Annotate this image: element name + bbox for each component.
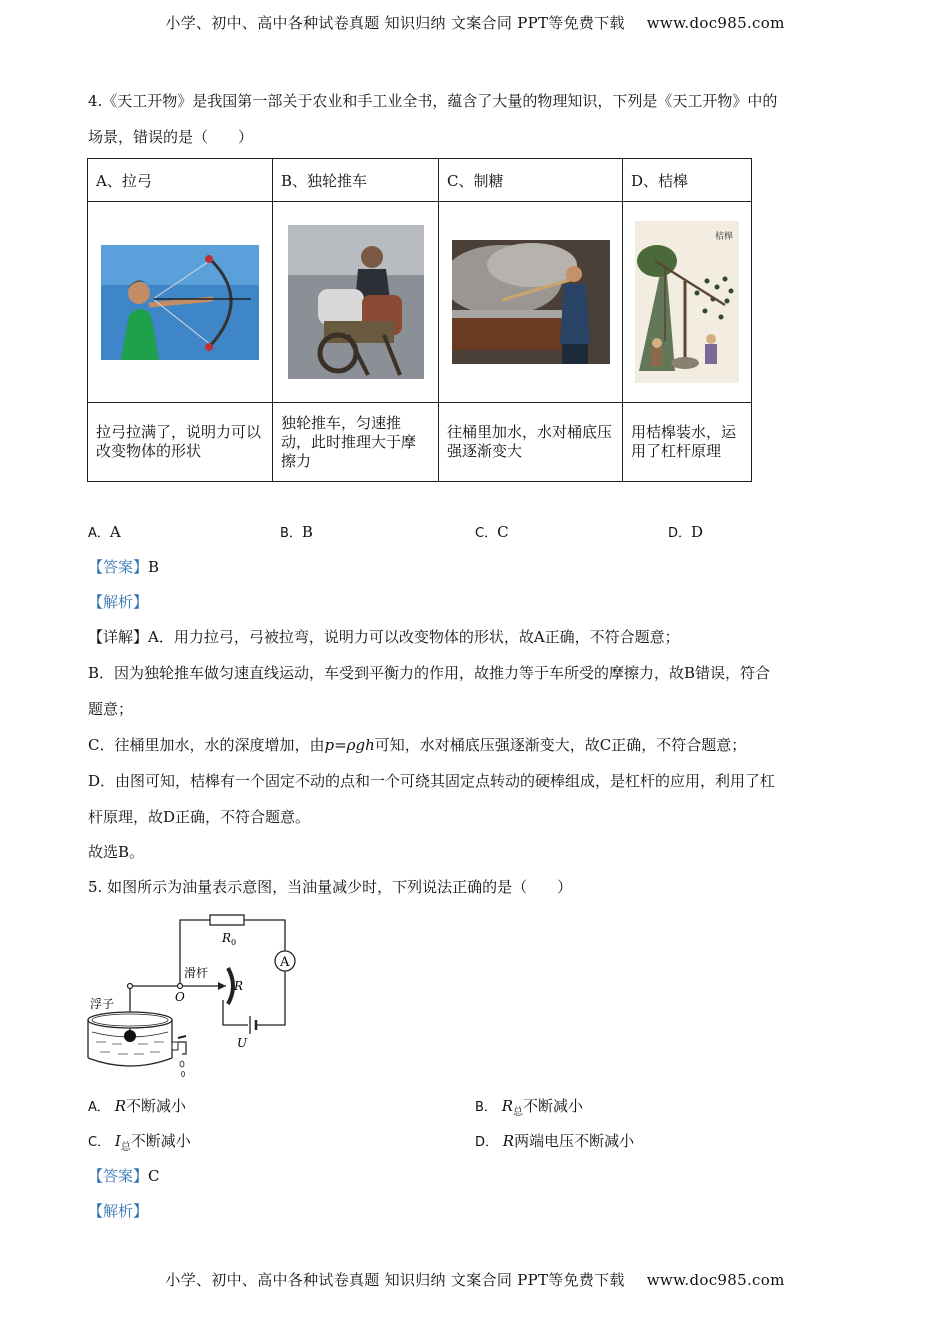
- q4-option-a-text: A: [109, 523, 121, 541]
- q4-desc-d: 用桔槔装水，运用了杠杆原理: [623, 403, 752, 482]
- q4-options-table: [87, 158, 752, 482]
- q5-option-b[interactable]: [475, 1095, 583, 1118]
- q4-option-b-text: B: [301, 523, 313, 541]
- q4-option-c-text: C: [497, 523, 509, 541]
- q4-conclusion: 故选B。: [88, 843, 145, 861]
- q5-option-b-var: R: [501, 1097, 513, 1115]
- q5-option-a-var: R: [114, 1097, 126, 1115]
- resistor-label: R: [234, 979, 244, 993]
- float-label: 浮子: [90, 997, 115, 1011]
- q4-option-b[interactable]: [280, 522, 313, 541]
- page-header: [0, 12, 950, 33]
- q4-detail-b2: 题意；: [88, 700, 134, 718]
- footer-title: 小学、初中、高中各种试卷真题 知识归纳 文案合同 PPT等免费下载: [165, 1271, 625, 1289]
- q4-header-d: D、桔槔: [623, 159, 752, 202]
- q5-answer: [88, 1165, 868, 1187]
- q5-option-c-text: 不断减小: [130, 1132, 191, 1150]
- well-sweep-caption: 桔槔: [715, 232, 734, 242]
- header-site-link[interactable]: www.doc985.com: [646, 14, 785, 32]
- q4-image-cell-c: [439, 202, 623, 403]
- q4-detail-a: [88, 626, 868, 648]
- q5-option-d[interactable]: [475, 1130, 634, 1151]
- q4-detail-d2: 杆原理，故D正确，不符合题意。: [88, 808, 311, 826]
- q5-stem: 5. 如图所示为油量表示意图，当油量减少时，下列说法正确的是（ ）: [88, 878, 573, 896]
- q4-answer: [88, 556, 868, 578]
- q5-option-c[interactable]: [88, 1130, 191, 1153]
- q5-option-b-text: 不断减小: [523, 1097, 584, 1115]
- r0-label: $R_0$: [222, 931, 237, 947]
- q5-analysis-tag: 【解析】: [88, 1202, 149, 1220]
- lever-label: 滑杆: [184, 966, 209, 980]
- float-ball: [124, 1030, 136, 1042]
- q4-detail-tag: 【详解】: [88, 628, 149, 646]
- q4-stem-line2: 场景，错误的是（ ）: [88, 128, 254, 146]
- sugar-making-photo: [452, 240, 610, 364]
- q4-option-c[interactable]: [475, 522, 509, 541]
- oil-tank: [88, 1012, 186, 1077]
- q4-option-d-text: D: [691, 523, 704, 541]
- r0-resistor: [210, 915, 244, 925]
- q4-desc-a: 拉弓拉满了，说明力可以改变物体的形状: [88, 403, 273, 482]
- q4-option-d[interactable]: [668, 522, 703, 541]
- footer-site-link[interactable]: www.doc985.com: [646, 1271, 785, 1289]
- q4-detail-c-post: 可知，水对桶底压强逐渐变大，故C正确，不符合题意；: [374, 736, 747, 754]
- q4-detail-b1: B．因为独轮推车做匀速直线运动，车受到平衡力的作用，故推力等于车所受的摩擦力，故B错误，符合: [88, 664, 771, 682]
- q5-option-a[interactable]: [88, 1095, 186, 1116]
- q4-header-c: C、制糖: [439, 159, 623, 202]
- q5-option-d-text: 两端电压不断减小: [514, 1132, 635, 1150]
- q4-option-b-letter: B．: [280, 526, 302, 541]
- q5-option-c-var: I: [114, 1132, 121, 1150]
- q5-option-b-letter: B．: [475, 1100, 497, 1115]
- q5-option-d-var: R: [502, 1132, 515, 1150]
- q4-detail-c-pre: C．往桶里加水，水的深度增加，由: [88, 736, 325, 754]
- q5-oil-gauge-diagram: [86, 908, 306, 1080]
- q5-option-b-sub: 总: [513, 1107, 523, 1118]
- q4-header-b: B、独轮推车: [273, 159, 439, 202]
- q5-option-a-text: 不断减小: [125, 1097, 186, 1115]
- q4-image-cell-a: [88, 202, 273, 403]
- q4-stem-line1: 4.《天工开物》是我国第一部关于农业和手工业全书，蕴含了大量的物理知识，下列是《天工开物》中的: [88, 92, 778, 110]
- q5-answer-value: C: [148, 1167, 160, 1185]
- q4-header-a: A、拉弓: [88, 159, 273, 202]
- q4-analysis-tag: 【解析】: [88, 593, 149, 611]
- header-title: 小学、初中、高中各种试卷真题 知识归纳 文案合同 PPT等免费下载: [165, 14, 625, 32]
- q5-option-a-letter: A．: [88, 1100, 110, 1115]
- ammeter-label: A: [280, 955, 290, 970]
- q5-option-c-sub: 总: [120, 1142, 131, 1153]
- q4-detail-d1: D．由图可知，桔槔有一个固定不动的点和一个可绕其固定点转动的硬棒组成，是杠杆的应用，利用了杠: [88, 772, 776, 790]
- q4-desc-c: 往桶里加水，水对桶底压强逐渐变大: [439, 403, 623, 482]
- archer-photo: [101, 245, 259, 360]
- variable-resistor: [228, 968, 233, 1004]
- q4-detail-a-text: A．用力拉弓，弓被拉弯，说明力可以改变物体的形状，故A正确，不符合题意；: [148, 628, 680, 646]
- q4-option-d-letter: D．: [668, 526, 692, 541]
- q4-desc-b: 独轮推车，匀速推动，此时推理大于摩擦力: [273, 403, 439, 482]
- page-footer: [0, 1269, 950, 1290]
- q5-answer-tag: 【答案】: [88, 1167, 149, 1185]
- q4-detail-c-formula: p=ρgh: [324, 736, 375, 754]
- q4-answer-tag: 【答案】: [88, 558, 149, 576]
- q5-option-d-letter: D．: [475, 1135, 499, 1150]
- wheelbarrow-photo: [288, 225, 424, 379]
- q4-option-c-letter: C．: [475, 526, 498, 541]
- q4-answer-value: B: [148, 558, 160, 576]
- voltage-label: U: [237, 1036, 248, 1050]
- q4-option-a[interactable]: [88, 522, 121, 541]
- q4-image-cell-b: [273, 202, 439, 403]
- q4-option-a-letter: A．: [88, 526, 110, 541]
- pivot-point: [178, 984, 183, 989]
- q4-detail-c: [88, 734, 868, 756]
- pivot-label: O: [175, 990, 185, 1004]
- well-sweep-drawing: [635, 221, 739, 383]
- q5-option-c-letter: C．: [88, 1135, 111, 1150]
- q4-image-cell-d: [623, 202, 752, 403]
